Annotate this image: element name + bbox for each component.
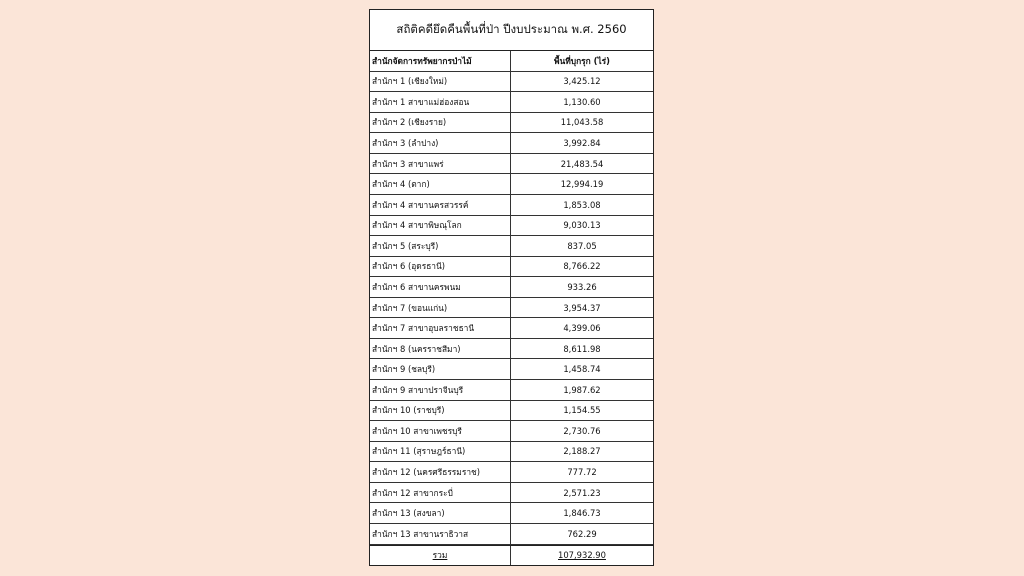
area-value: 1,987.62 xyxy=(563,384,601,395)
area-value: 837.05 xyxy=(567,240,597,251)
table-row xyxy=(370,359,653,380)
office-name: สำนักฯ 4 สาขานครสวรรค์ xyxy=(370,195,511,215)
table-row xyxy=(370,277,653,298)
office-name: สำนักฯ 13 (สงขลา) xyxy=(370,503,511,523)
office-name: สำนักฯ 2 (เชียงราย) xyxy=(370,113,511,133)
table-row xyxy=(370,257,653,278)
area-value: 11,043.58 xyxy=(560,117,604,128)
table-row xyxy=(370,216,653,237)
table-row xyxy=(370,483,653,504)
office-name: สำนักฯ 10 สาขาเพชรบุรี xyxy=(370,421,511,441)
total-value xyxy=(511,546,653,566)
table-row xyxy=(370,462,653,483)
table-row xyxy=(370,174,653,195)
table-row xyxy=(370,298,653,319)
table-header-row xyxy=(370,51,653,72)
table-title: สถิติคดียึดคืนพื้นที่ป่า ปีงบประมาณ พ.ศ. 2560 xyxy=(370,10,653,51)
area-value: 777.72 xyxy=(567,467,597,478)
table-row xyxy=(370,195,653,216)
table-row xyxy=(370,133,653,154)
total-value-text: 107,932.90 xyxy=(558,550,606,561)
office-name: สำนักฯ 1 (เชียงใหม่) xyxy=(370,72,511,92)
area-value: 3,425.12 xyxy=(563,76,601,87)
table-row xyxy=(370,154,653,175)
table-row xyxy=(370,236,653,257)
area-value: 8,766.22 xyxy=(563,261,601,272)
area-value: 12,994.19 xyxy=(560,179,604,190)
header-area: พื้นที่บุกรุก (ไร่) xyxy=(553,55,610,66)
office-name: สำนักฯ 1 สาขาแม่ฮ่องสอน xyxy=(370,92,511,112)
area-value: 3,992.84 xyxy=(563,138,601,149)
office-name: สำนักฯ 8 (นครราชสีมา) xyxy=(370,339,511,359)
table-row xyxy=(370,524,653,545)
office-name: สำนักฯ 10 (ราชบุรี) xyxy=(370,401,511,421)
area-value: 2,730.76 xyxy=(563,425,601,436)
header-office: สำนักจัดการทรัพยากรป่าไม้ xyxy=(370,51,511,71)
table-row xyxy=(370,318,653,339)
table-row xyxy=(370,442,653,463)
office-name: สำนักฯ 6 สาขานครพนม xyxy=(370,277,511,297)
office-name: สำนักฯ 3 สาขาแพร่ xyxy=(370,154,511,174)
area-value: 2,571.23 xyxy=(563,487,601,498)
table-row xyxy=(370,339,653,360)
total-label-text: รวม xyxy=(432,550,448,561)
table-row xyxy=(370,92,653,113)
area-value: 933.26 xyxy=(567,281,597,292)
table-row xyxy=(370,503,653,524)
statistics-table xyxy=(369,9,654,566)
area-value: 9,030.13 xyxy=(563,220,601,231)
office-name: สำนักฯ 13 สาขานราธิวาส xyxy=(370,524,511,544)
office-name: สำนักฯ 6 (อุดรธานี) xyxy=(370,257,511,277)
area-value: 1,458.74 xyxy=(563,364,601,375)
office-name: สำนักฯ 4 (ตาก) xyxy=(370,174,511,194)
office-name: สำนักฯ 9 (ชลบุรี) xyxy=(370,359,511,379)
office-name: สำนักฯ 12 (นครศรีธรรมราช) xyxy=(370,462,511,482)
area-value: 2,188.27 xyxy=(563,446,601,457)
area-value: 762.29 xyxy=(567,528,597,539)
area-value: 3,954.37 xyxy=(563,302,601,313)
table-total-row xyxy=(370,545,653,566)
office-name: สำนักฯ 7 (ขอนแก่น) xyxy=(370,298,511,318)
office-name: สำนักฯ 4 สาขาพิษณุโลก xyxy=(370,216,511,236)
office-name: สำนักฯ 7 สาขาอุบลราชธานี xyxy=(370,318,511,338)
area-value: 1,154.55 xyxy=(563,405,601,416)
total-label xyxy=(370,546,511,566)
table-row xyxy=(370,380,653,401)
table-row xyxy=(370,72,653,93)
area-value: 8,611.98 xyxy=(563,343,601,354)
office-name: สำนักฯ 11 (สุราษฎร์ธานี) xyxy=(370,442,511,462)
area-value: 1,846.73 xyxy=(563,508,601,519)
table-row xyxy=(370,421,653,442)
area-value: 1,853.08 xyxy=(563,199,601,210)
office-name: สำนักฯ 12 สาขากระบี่ xyxy=(370,483,511,503)
office-name: สำนักฯ 5 (สระบุรี) xyxy=(370,236,511,256)
table-row xyxy=(370,113,653,134)
area-value: 4,399.06 xyxy=(563,323,601,334)
area-value: 1,130.60 xyxy=(563,96,601,107)
office-name: สำนักฯ 3 (ลำปาง) xyxy=(370,133,511,153)
office-name: สำนักฯ 9 สาขาปราจีนบุรี xyxy=(370,380,511,400)
table-row xyxy=(370,401,653,422)
area-value: 21,483.54 xyxy=(560,158,604,169)
